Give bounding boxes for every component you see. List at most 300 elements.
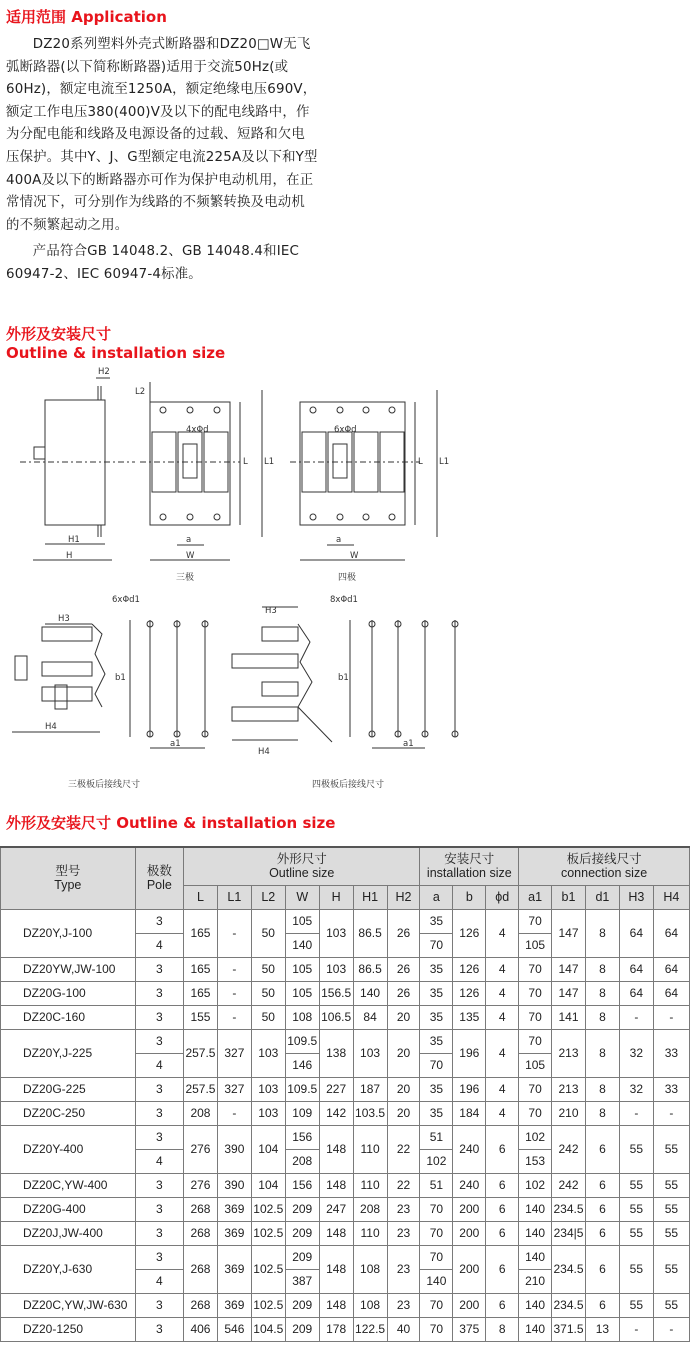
cell-b: 126 bbox=[453, 957, 486, 981]
cell-h3: 64 bbox=[619, 909, 653, 957]
cell-b1: 242 bbox=[552, 1125, 586, 1173]
cell-a: 70 bbox=[420, 1293, 453, 1317]
label-l-4pole: L bbox=[418, 457, 423, 467]
cell-l: 276 bbox=[184, 1173, 218, 1197]
cell-a1: 140 bbox=[519, 1221, 552, 1245]
outline-heading bbox=[6, 325, 225, 363]
cell-type: DZ20G-100 bbox=[1, 981, 136, 1005]
cell-l1: - bbox=[217, 1005, 251, 1029]
cell-h2: 22 bbox=[387, 1173, 420, 1197]
table-row bbox=[1, 957, 690, 981]
cell-l: 165 bbox=[184, 981, 218, 1005]
cell-d1: 6 bbox=[585, 1125, 619, 1173]
side-view bbox=[20, 378, 135, 560]
cell-h1: 110 bbox=[353, 1125, 387, 1173]
label-h4-4pole: H4 bbox=[258, 747, 270, 757]
cell-h3: 64 bbox=[619, 957, 653, 981]
label-h2: H2 bbox=[98, 367, 110, 377]
cell-h1: 84 bbox=[353, 1005, 387, 1029]
cell-h1: 122.5 bbox=[353, 1317, 387, 1341]
cell-h1: 103 bbox=[353, 1029, 387, 1077]
cell-type: DZ20Y,J-225 bbox=[1, 1029, 136, 1077]
cell-b: 126 bbox=[453, 909, 486, 957]
cell-h4: - bbox=[653, 1101, 689, 1125]
cell-h2: 23 bbox=[387, 1293, 420, 1317]
cell-l2: 103 bbox=[251, 1101, 285, 1125]
cell-a1: 105 bbox=[519, 933, 552, 957]
cell-d: 6 bbox=[486, 1125, 519, 1173]
cell-pole: 3 bbox=[135, 957, 183, 981]
table-row bbox=[1, 1173, 690, 1197]
cell-b: 184 bbox=[453, 1101, 486, 1125]
cell-h2: 23 bbox=[387, 1221, 420, 1245]
cell-b: 240 bbox=[453, 1125, 486, 1173]
cell-h2: 23 bbox=[387, 1245, 420, 1293]
column-header: L2 bbox=[251, 885, 285, 909]
cell-h3: 55 bbox=[619, 1293, 653, 1317]
cell-l: 276 bbox=[184, 1125, 218, 1173]
cell-h: 103 bbox=[319, 957, 353, 981]
cell-type: DZ20C,YW-400 bbox=[1, 1173, 136, 1197]
cell-l: 165 bbox=[184, 957, 218, 981]
cell-pole: 3 bbox=[135, 1197, 183, 1221]
cell-d1: 8 bbox=[585, 957, 619, 981]
label-w-4pole: W bbox=[350, 551, 359, 561]
header-pole: 极数 Pole bbox=[135, 847, 183, 909]
cell-pole: 4 bbox=[135, 1149, 183, 1173]
header-connection: 板后接线尺寸 connection size bbox=[519, 847, 690, 885]
cell-a: 35 bbox=[420, 981, 453, 1005]
cell-d: 4 bbox=[486, 1077, 519, 1101]
cell-l2: 50 bbox=[251, 1005, 285, 1029]
cell-h2: 20 bbox=[387, 1029, 420, 1077]
cell-h: 148 bbox=[319, 1173, 353, 1197]
header-installation: 安装尺寸 installation size bbox=[420, 847, 519, 885]
cell-l2: 102.5 bbox=[251, 1197, 285, 1221]
cell-h4: 55 bbox=[653, 1197, 689, 1221]
cell-b: 196 bbox=[453, 1029, 486, 1077]
cell-l: 165 bbox=[184, 909, 218, 957]
cell-b: 196 bbox=[453, 1077, 486, 1101]
cell-d1: 6 bbox=[585, 1293, 619, 1317]
cell-a: 51 bbox=[420, 1125, 453, 1149]
front-view-3pole bbox=[140, 382, 262, 560]
cell-w: 105 bbox=[285, 981, 319, 1005]
cell-h2: 23 bbox=[387, 1197, 420, 1221]
cell-type: DZ20G-400 bbox=[1, 1197, 136, 1221]
cell-d1: 6 bbox=[585, 1221, 619, 1245]
table-row bbox=[1, 1077, 690, 1101]
cell-w: 105 bbox=[285, 909, 319, 933]
cell-l2: 104 bbox=[251, 1173, 285, 1197]
cell-d1: 8 bbox=[585, 909, 619, 957]
label-holes-3pole: 4xΦd bbox=[186, 425, 209, 435]
cell-b: 375 bbox=[453, 1317, 486, 1341]
cell-l1: 369 bbox=[217, 1221, 251, 1245]
cell-a: 70 bbox=[420, 1317, 453, 1341]
cell-pole: 3 bbox=[135, 1029, 183, 1053]
cell-b: 126 bbox=[453, 981, 486, 1005]
cell-a: 70 bbox=[420, 1221, 453, 1245]
cell-h3: 55 bbox=[619, 1197, 653, 1221]
cell-pole: 3 bbox=[135, 1125, 183, 1149]
cell-h4: - bbox=[653, 1317, 689, 1341]
cell-l2: 50 bbox=[251, 957, 285, 981]
cell-h4: 64 bbox=[653, 957, 689, 981]
cell-h3: 64 bbox=[619, 981, 653, 1005]
cell-w: 209 bbox=[285, 1221, 319, 1245]
cell-d1: 8 bbox=[585, 1101, 619, 1125]
cell-a: 35 bbox=[420, 1005, 453, 1029]
cell-b: 200 bbox=[453, 1293, 486, 1317]
cell-a1: 140 bbox=[519, 1293, 552, 1317]
cell-h1: 110 bbox=[353, 1221, 387, 1245]
cell-h1: 187 bbox=[353, 1077, 387, 1101]
cell-w: 209 bbox=[285, 1317, 319, 1341]
cell-l1: 546 bbox=[217, 1317, 251, 1341]
cell-a1: 70 bbox=[519, 957, 552, 981]
label-h4-3pole: H4 bbox=[45, 722, 57, 732]
cell-h3: - bbox=[619, 1005, 653, 1029]
table-row bbox=[1, 1245, 690, 1269]
cell-d: 6 bbox=[486, 1173, 519, 1197]
cell-a1: 70 bbox=[519, 909, 552, 933]
table-row bbox=[1, 909, 690, 933]
caption-3pole: 三极 bbox=[176, 573, 195, 583]
cell-pole: 3 bbox=[135, 909, 183, 933]
cell-l2: 103 bbox=[251, 1029, 285, 1077]
cell-l2: 103 bbox=[251, 1077, 285, 1101]
cell-type: DZ20C-250 bbox=[1, 1101, 136, 1125]
cell-d1: 6 bbox=[585, 1197, 619, 1221]
label-l1-4pole: L1 bbox=[439, 457, 450, 467]
cell-pole: 3 bbox=[135, 1221, 183, 1245]
dimensions-table bbox=[0, 846, 690, 1342]
cell-pole: 3 bbox=[135, 981, 183, 1005]
cell-type: DZ20Y,J-100 bbox=[1, 909, 136, 957]
rear-view-4pole-side bbox=[232, 607, 332, 742]
label-h1: H1 bbox=[68, 535, 80, 545]
outline-heading-cn: 外形及安装尺寸 bbox=[6, 325, 112, 343]
outline-heading-en: Outline & installation size bbox=[6, 344, 226, 362]
cell-a: 51 bbox=[420, 1173, 453, 1197]
cell-h4: 33 bbox=[653, 1029, 689, 1077]
caption-4pole-rear: 四极板后接线尺寸 bbox=[312, 780, 385, 790]
label-a-3pole: a bbox=[186, 535, 192, 545]
cell-l1: 390 bbox=[217, 1125, 251, 1173]
cell-d: 4 bbox=[486, 1029, 519, 1077]
column-header: a1 bbox=[519, 885, 552, 909]
cell-pole: 3 bbox=[135, 1077, 183, 1101]
cell-h: 103 bbox=[319, 909, 353, 957]
cell-h1: 108 bbox=[353, 1293, 387, 1317]
cell-d: 4 bbox=[486, 909, 519, 957]
table-row bbox=[1, 1293, 690, 1317]
cell-w: 209 bbox=[285, 1293, 319, 1317]
cell-h2: 20 bbox=[387, 1077, 420, 1101]
cell-w: 156 bbox=[285, 1173, 319, 1197]
cell-w: 108 bbox=[285, 1005, 319, 1029]
cell-h1: 208 bbox=[353, 1197, 387, 1221]
cell-a1: 70 bbox=[519, 1029, 552, 1053]
cell-a: 70 bbox=[420, 1053, 453, 1077]
label-holes-rear-4pole: 8xΦd1 bbox=[330, 595, 358, 605]
cell-a: 35 bbox=[420, 1101, 453, 1125]
cell-l: 268 bbox=[184, 1293, 218, 1317]
cell-w: 140 bbox=[285, 933, 319, 957]
cell-h1: 86.5 bbox=[353, 909, 387, 957]
cell-w: 208 bbox=[285, 1149, 319, 1173]
column-header: a bbox=[420, 885, 453, 909]
column-header: H4 bbox=[653, 885, 689, 909]
table-row bbox=[1, 1005, 690, 1029]
cell-h3: 32 bbox=[619, 1077, 653, 1101]
cell-pole: 3 bbox=[135, 1293, 183, 1317]
label-w-3pole: W bbox=[186, 551, 195, 561]
cell-a1: 70 bbox=[519, 981, 552, 1005]
cell-l1: 369 bbox=[217, 1293, 251, 1317]
rear-view-3pole-side bbox=[12, 624, 105, 732]
cell-d1: 13 bbox=[585, 1317, 619, 1341]
cell-a1: 102 bbox=[519, 1173, 552, 1197]
cell-a: 70 bbox=[420, 1245, 453, 1269]
label-l-3pole: L bbox=[243, 457, 248, 467]
cell-d1: 6 bbox=[585, 1245, 619, 1293]
cell-b1: 147 bbox=[552, 909, 586, 957]
cell-a1: 210 bbox=[519, 1269, 552, 1293]
cell-type: DZ20-1250 bbox=[1, 1317, 136, 1341]
table-heading: 外形及安装尺寸 Outline & installation size bbox=[6, 814, 336, 832]
cell-l2: 102.5 bbox=[251, 1293, 285, 1317]
cell-l: 155 bbox=[184, 1005, 218, 1029]
cell-h4: 55 bbox=[653, 1221, 689, 1245]
cell-b1: 213 bbox=[552, 1029, 586, 1077]
header-type: 型号 Type bbox=[1, 847, 136, 909]
cell-h4: 55 bbox=[653, 1293, 689, 1317]
table-row bbox=[1, 1197, 690, 1221]
cell-d1: 8 bbox=[585, 981, 619, 1005]
front-view-4pole bbox=[290, 390, 437, 560]
label-holes-rear-3pole: 6xΦd1 bbox=[112, 595, 140, 605]
column-header: ϕd bbox=[486, 885, 519, 909]
cell-l1: 390 bbox=[217, 1173, 251, 1197]
table-row bbox=[1, 1029, 690, 1053]
cell-b1: 242 bbox=[552, 1173, 586, 1197]
rear-view-4pole-front bbox=[350, 620, 458, 748]
column-header: b bbox=[453, 885, 486, 909]
cell-type: DZ20Y,J-630 bbox=[1, 1245, 136, 1293]
cell-a1: 70 bbox=[519, 1005, 552, 1029]
cell-pole: 3 bbox=[135, 1317, 183, 1341]
cell-l: 208 bbox=[184, 1101, 218, 1125]
cell-d: 6 bbox=[486, 1221, 519, 1245]
column-header: L1 bbox=[217, 885, 251, 909]
cell-h: 106.5 bbox=[319, 1005, 353, 1029]
cell-b: 200 bbox=[453, 1197, 486, 1221]
column-header: H bbox=[319, 885, 353, 909]
column-header: L bbox=[184, 885, 218, 909]
cell-w: 387 bbox=[285, 1269, 319, 1293]
cell-d1: 6 bbox=[585, 1173, 619, 1197]
cell-w: 209 bbox=[285, 1197, 319, 1221]
cell-d1: 8 bbox=[585, 1077, 619, 1101]
cell-b: 240 bbox=[453, 1173, 486, 1197]
label-holes-4pole: 6xΦd bbox=[334, 425, 357, 435]
cell-h2: 20 bbox=[387, 1101, 420, 1125]
cell-d1: 8 bbox=[585, 1005, 619, 1029]
cell-w: 146 bbox=[285, 1053, 319, 1077]
cell-h4: 33 bbox=[653, 1077, 689, 1101]
cell-l: 268 bbox=[184, 1221, 218, 1245]
header-outline: 外形尺寸 Outline size bbox=[184, 847, 420, 885]
cell-h3: 55 bbox=[619, 1221, 653, 1245]
cell-l: 257.5 bbox=[184, 1077, 218, 1101]
cell-l2: 50 bbox=[251, 909, 285, 957]
cell-d: 4 bbox=[486, 957, 519, 981]
cell-pole: 3 bbox=[135, 1101, 183, 1125]
table-row bbox=[1, 1317, 690, 1341]
cell-h: 156.5 bbox=[319, 981, 353, 1005]
cell-a: 102 bbox=[420, 1149, 453, 1173]
table-row bbox=[1, 1101, 690, 1125]
cell-a1: 140 bbox=[519, 1317, 552, 1341]
cell-h4: 55 bbox=[653, 1245, 689, 1293]
cell-a: 35 bbox=[420, 1077, 453, 1101]
cell-h: 247 bbox=[319, 1197, 353, 1221]
cell-h2: 26 bbox=[387, 909, 420, 957]
cell-b1: 141 bbox=[552, 1005, 586, 1029]
label-b1-3pole: b1 bbox=[115, 673, 126, 683]
cell-b1: 234.5 bbox=[552, 1197, 586, 1221]
cell-b1: 210 bbox=[552, 1101, 586, 1125]
cell-l1: 369 bbox=[217, 1245, 251, 1293]
cell-w: 209 bbox=[285, 1245, 319, 1269]
label-h3-4pole: H3 bbox=[265, 606, 277, 616]
cell-h: 142 bbox=[319, 1101, 353, 1125]
cell-l2: 104.5 bbox=[251, 1317, 285, 1341]
label-h3-3pole: H3 bbox=[58, 614, 70, 624]
column-header: H3 bbox=[619, 885, 653, 909]
column-header: b1 bbox=[552, 885, 586, 909]
cell-l: 268 bbox=[184, 1197, 218, 1221]
cell-l2: 50 bbox=[251, 981, 285, 1005]
cell-d: 4 bbox=[486, 1101, 519, 1125]
cell-a: 70 bbox=[420, 1197, 453, 1221]
cell-h4: 55 bbox=[653, 1173, 689, 1197]
cell-h2: 20 bbox=[387, 1005, 420, 1029]
label-a1-4pole: a1 bbox=[403, 739, 414, 749]
cell-h3: 55 bbox=[619, 1173, 653, 1197]
cell-pole: 4 bbox=[135, 933, 183, 957]
cell-pole: 4 bbox=[135, 1053, 183, 1077]
cell-h3: - bbox=[619, 1101, 653, 1125]
rear-view-3pole-front bbox=[130, 620, 208, 748]
cell-b: 200 bbox=[453, 1245, 486, 1293]
cell-l1: 327 bbox=[217, 1077, 251, 1101]
cell-b1: 234.5 bbox=[552, 1293, 586, 1317]
cell-h4: 64 bbox=[653, 981, 689, 1005]
cell-h1: 108 bbox=[353, 1245, 387, 1293]
cell-h3: 55 bbox=[619, 1245, 653, 1293]
application-paragraph-1: DZ20系列塑料外壳式断路器和DZ20□W无飞弧断路器(以下简称断路器)适用于交流50Hz(或60Hz)，额定电流至1250A，额定绝缘电压690V，额定工作电压380(400)V及以下的配电线路中，作为分配电能和线路及电源设备的过载、短路和欠电压保护。其中Y、J、G型额定电流225A及以下和Y型400A及以下的断路器亦可作为保护电动机用，在正常情况下，可分别作为线路的不频繁转换及电动机的不频繁起动之用。 bbox=[6, 37, 318, 233]
cell-h: 148 bbox=[319, 1293, 353, 1317]
cell-b1: 147 bbox=[552, 957, 586, 981]
cell-w: 156 bbox=[285, 1125, 319, 1149]
cell-l1: - bbox=[217, 909, 251, 957]
cell-w: 109 bbox=[285, 1101, 319, 1125]
cell-a: 35 bbox=[420, 957, 453, 981]
column-header: H2 bbox=[387, 885, 420, 909]
cell-h2: 40 bbox=[387, 1317, 420, 1341]
cell-b: 135 bbox=[453, 1005, 486, 1029]
column-header: d1 bbox=[585, 885, 619, 909]
cell-w: 109.5 bbox=[285, 1029, 319, 1053]
cell-l1: - bbox=[217, 957, 251, 981]
application-paragraph-2: 产品符合GB 14048.2、GB 14048.4和IEC 60947-2、IEC 60947-4标准。 bbox=[6, 244, 300, 282]
cell-d: 4 bbox=[486, 981, 519, 1005]
cell-h1: 140 bbox=[353, 981, 387, 1005]
cell-b1: 213 bbox=[552, 1077, 586, 1101]
cell-pole: 3 bbox=[135, 1005, 183, 1029]
cell-d: 6 bbox=[486, 1197, 519, 1221]
cell-type: DZ20J,JW-400 bbox=[1, 1221, 136, 1245]
cell-h1: 86.5 bbox=[353, 957, 387, 981]
cell-type: DZ20C-160 bbox=[1, 1005, 136, 1029]
cell-b1: 371.5 bbox=[552, 1317, 586, 1341]
caption-3pole-rear: 三极板后接线尺寸 bbox=[68, 780, 141, 790]
label-l2-3pole: L2 bbox=[135, 387, 146, 397]
cell-h: 138 bbox=[319, 1029, 353, 1077]
cell-a1: 140 bbox=[519, 1245, 552, 1269]
label-h: H bbox=[66, 551, 73, 561]
cell-h: 148 bbox=[319, 1125, 353, 1173]
label-a1-3pole: a1 bbox=[170, 739, 181, 749]
cell-a1: 70 bbox=[519, 1077, 552, 1101]
table-row bbox=[1, 1221, 690, 1245]
column-header: W bbox=[285, 885, 319, 909]
cell-b1: 147 bbox=[552, 981, 586, 1005]
cell-h2: 26 bbox=[387, 957, 420, 981]
cell-l1: 327 bbox=[217, 1029, 251, 1077]
cell-type: DZ20YW,JW-100 bbox=[1, 957, 136, 981]
cell-pole: 3 bbox=[135, 1245, 183, 1269]
cell-a: 35 bbox=[420, 909, 453, 933]
cell-d1: 8 bbox=[585, 1029, 619, 1077]
cell-h3: 32 bbox=[619, 1029, 653, 1077]
cell-h: 178 bbox=[319, 1317, 353, 1341]
cell-h1: 103.5 bbox=[353, 1101, 387, 1125]
cell-w: 105 bbox=[285, 957, 319, 981]
cell-a: 140 bbox=[420, 1269, 453, 1293]
cell-h3: 55 bbox=[619, 1125, 653, 1173]
cell-a: 35 bbox=[420, 1029, 453, 1053]
cell-d: 4 bbox=[486, 1005, 519, 1029]
cell-h2: 22 bbox=[387, 1125, 420, 1173]
cell-l2: 104 bbox=[251, 1125, 285, 1173]
cell-pole: 4 bbox=[135, 1269, 183, 1293]
cell-type: DZ20G-225 bbox=[1, 1077, 136, 1101]
cell-d: 6 bbox=[486, 1245, 519, 1293]
cell-l2: 102.5 bbox=[251, 1221, 285, 1245]
application-text bbox=[6, 34, 318, 287]
cell-h4: 64 bbox=[653, 909, 689, 957]
cell-l: 257.5 bbox=[184, 1029, 218, 1077]
cell-h: 227 bbox=[319, 1077, 353, 1101]
cell-a1: 70 bbox=[519, 1101, 552, 1125]
table-row bbox=[1, 1125, 690, 1149]
cell-type: DZ20Y-400 bbox=[1, 1125, 136, 1173]
cell-b: 200 bbox=[453, 1221, 486, 1245]
